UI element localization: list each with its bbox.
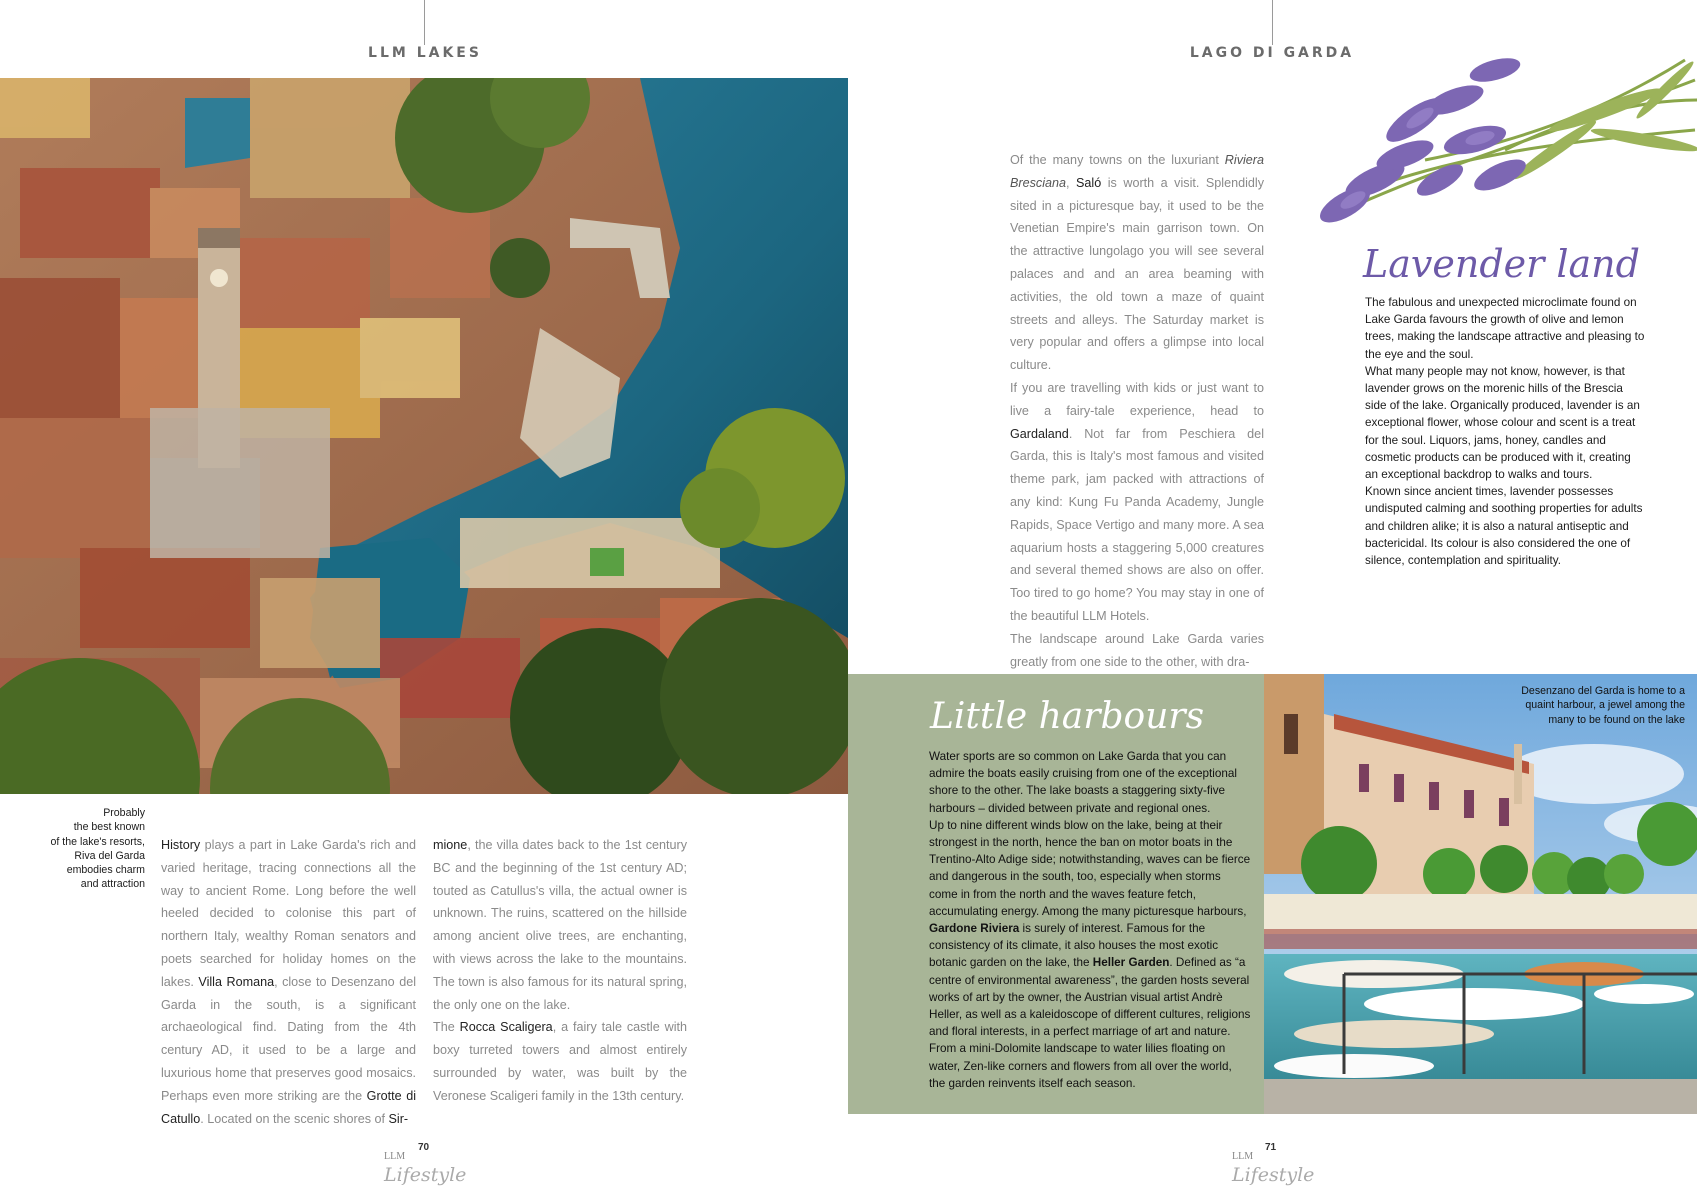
emphasis-text: Grotte di Catullo [161, 1088, 416, 1126]
harbours-paragraph: Water sports are so common on Lake Garda that you can admire the boats easily cruising from one of the exceptional shore to the other. The lake boasts a staggering sixty-five harbours – divided between private and regional ones. [929, 750, 1237, 815]
footer-logo-right [1232, 1146, 1332, 1186]
salo-paragraph: Of the many towns on the luxuriant Riviera Bresciana, Saló is worth a visit. Splendidly sited in a picturesque bay, it used to be the Venetian Empire's main garrison town. On the attractive lungolago you will see several palaces and and an area beaming with activities, the old town a maze of quaint streets and alleys. The Saturday market is very popular and offers a glimpse into local culture. [1010, 153, 1264, 373]
caption-line: the best known [73, 821, 145, 834]
caption-line: of the lake's resorts, [50, 835, 145, 848]
emphasis-text: Saló [1076, 175, 1102, 190]
emphasis-text: Villa Romana [198, 974, 275, 989]
footer-brand: LLM [1232, 1151, 1254, 1162]
page-number-left: 70 [418, 1142, 430, 1153]
italic-text: Riviera Bresciana [1010, 153, 1264, 190]
caption-line: Desenzano del Garda is home to a [1521, 685, 1685, 697]
history-paragraph: History plays a part in Lake Garda's rich and varied heritage, tracing connections all the way to ancient Rome. Long before the well heeled decided to colonise this part of northern Italy, wealthy Roman senators and poets searched for holiday homes on the lakes. Villa Romana, close to Desenzano del Garda in the south, is a significant archaeological find. Dating from the 4th century AD, it used to be a large and luxurious home that preserves good mosaics. Perhaps even more striking are the Grotte di Catullo. Located on the scenic shores of Sir- [161, 838, 416, 1126]
footer-logo-left [384, 1146, 484, 1186]
lavender-text [1365, 294, 1645, 569]
article-column-2 [433, 834, 687, 1108]
caption-line: embodies charm [66, 864, 145, 877]
emphasis-text: Gardone Riviera [929, 922, 1020, 936]
harbours-panel [848, 674, 1264, 1114]
emphasis-text: History [161, 838, 201, 852]
caption-line: Probably [103, 807, 145, 819]
riva-del-garda-photo [0, 78, 848, 794]
lavender-paragraph: The fabulous and unexpected microclimate found on Lake Garda favours the growth of olive and lemon trees, making the landscape attractive and pleasing to the eye and the soul. [1365, 296, 1645, 361]
caption-line: quaint harbour, a jewel among the [1525, 699, 1685, 712]
photo-caption-right [1425, 684, 1685, 727]
sirmione-paragraph: mione, the villa dates back to the 1st century BC and the beginning of the 1st century AD; touted as Catullus's villa, the actual owner is unknown. The ruins, scattered on the hillside among ancient olive trees, are enchanting, with views across the lake to the mountains. The town is also famous for its natural spring, the only one on the lake. [433, 838, 687, 1012]
photo-caption-left [20, 806, 145, 892]
header-divider-left [424, 0, 425, 45]
page-header-left: LLM LAKES [368, 45, 482, 61]
rocca-scaligera-paragraph: The Rocca Scaligera, a fairy tale castle with boxy turreted towers and almost entirely surrounded by water, was built by the Veronese Scaligeri family in the 13th century. [433, 1020, 688, 1103]
page-header-right: LAGO DI GARDA [1189, 45, 1355, 61]
gardaland-paragraph: If you are travelling with kids or just want to live a fairy-tale experience, head to Gardaland. Not far from Peschiera del Garda, this is Italy's most famous and visited theme park, jam packed with attractions of any kind: Kung Fu Panda Academy, Jungle Rapids, Space Vertigo and many more. A sea aquarium hosts a staggering 5,000 creatures and several themed shows are also on offer. Too tired to go home? You may stay in one of the beautiful LLM Hotels. [1010, 380, 1264, 623]
article-column-1 [161, 834, 416, 1130]
harbours-title: Little harbours [930, 696, 1205, 737]
emphasis-text: mione [433, 838, 468, 852]
caption-line: Riva del Garda [74, 849, 145, 862]
lavender-illustration [1305, 40, 1697, 240]
footer-brand: LLM [384, 1151, 406, 1162]
lavender-paragraph: What many people may not know, however, is that lavender grows on the morenic hills of the Brescia side of the lake. Organically produced, lavender is an exceptional flower, whose colour and scent is a treat for the soul. Liquors, jams, honey, candles and cosmetic products can be produced with it, creating an exceptional backdrop to walks and tours. [1365, 364, 1640, 482]
caption-line: and attraction [80, 878, 145, 891]
lavender-paragraph: Known since ancient times, lavender possesses undisputed calming and soothing properties for adults and children alike; it is also a natural antiseptic and bactericidal. Its colour is also considered the one of silence, contemplation and spirituality. [1365, 485, 1643, 568]
lavender-title: Lavender land [1363, 242, 1640, 286]
landscape-paragraph: The landscape around Lake Garda varies greatly from one side to the other, with dra- [1010, 631, 1264, 669]
desenzano-harbour-photo [1264, 674, 1697, 1114]
footer-script: Lifestyle [384, 1164, 467, 1186]
harbours-paragraph: Up to nine different winds blow on the lake, being at their strongest in the north, hence the ban on motor boats in the Trentino-Alto Adige side; notwithstanding, waves can be fierce and dangerous in the south, too, especially when storms come in from the north and the waves feature fetch, accumulating energy. Among the many picturesque harbours, Gardone Riviera is surely of interest. Famous for the consistency of its climate, it also houses the most exotic botanic garden on the lake, the Heller Garden. Defined as “a centre of environmental awareness”, the garden hosts several works of art by the owner, the Austrian visual artist Andrè Heller, as well as a kaleidoscope of different cultures, religions and floral interests, in a perfect marriage of art and nature. From a mini-Dolomite landscape to water lilies floating on water, Zen-like corners and flowers from all over the world, the garden reinvents itself each season. [929, 818, 1251, 1090]
caption-line: many to be found on the lake [1548, 713, 1685, 726]
emphasis-text: Gardaland [1010, 426, 1069, 441]
page-number-right: 71 [1265, 1142, 1277, 1153]
header-divider-right [1272, 0, 1273, 45]
footer-script: Lifestyle [1232, 1164, 1315, 1186]
article-column-3 [1010, 149, 1264, 673]
emphasis-text: Sir- [388, 1111, 409, 1126]
harbours-text [929, 748, 1251, 1092]
emphasis-text: Rocca Scaligera [459, 1020, 553, 1035]
emphasis-text: Heller Garden [1092, 956, 1170, 970]
